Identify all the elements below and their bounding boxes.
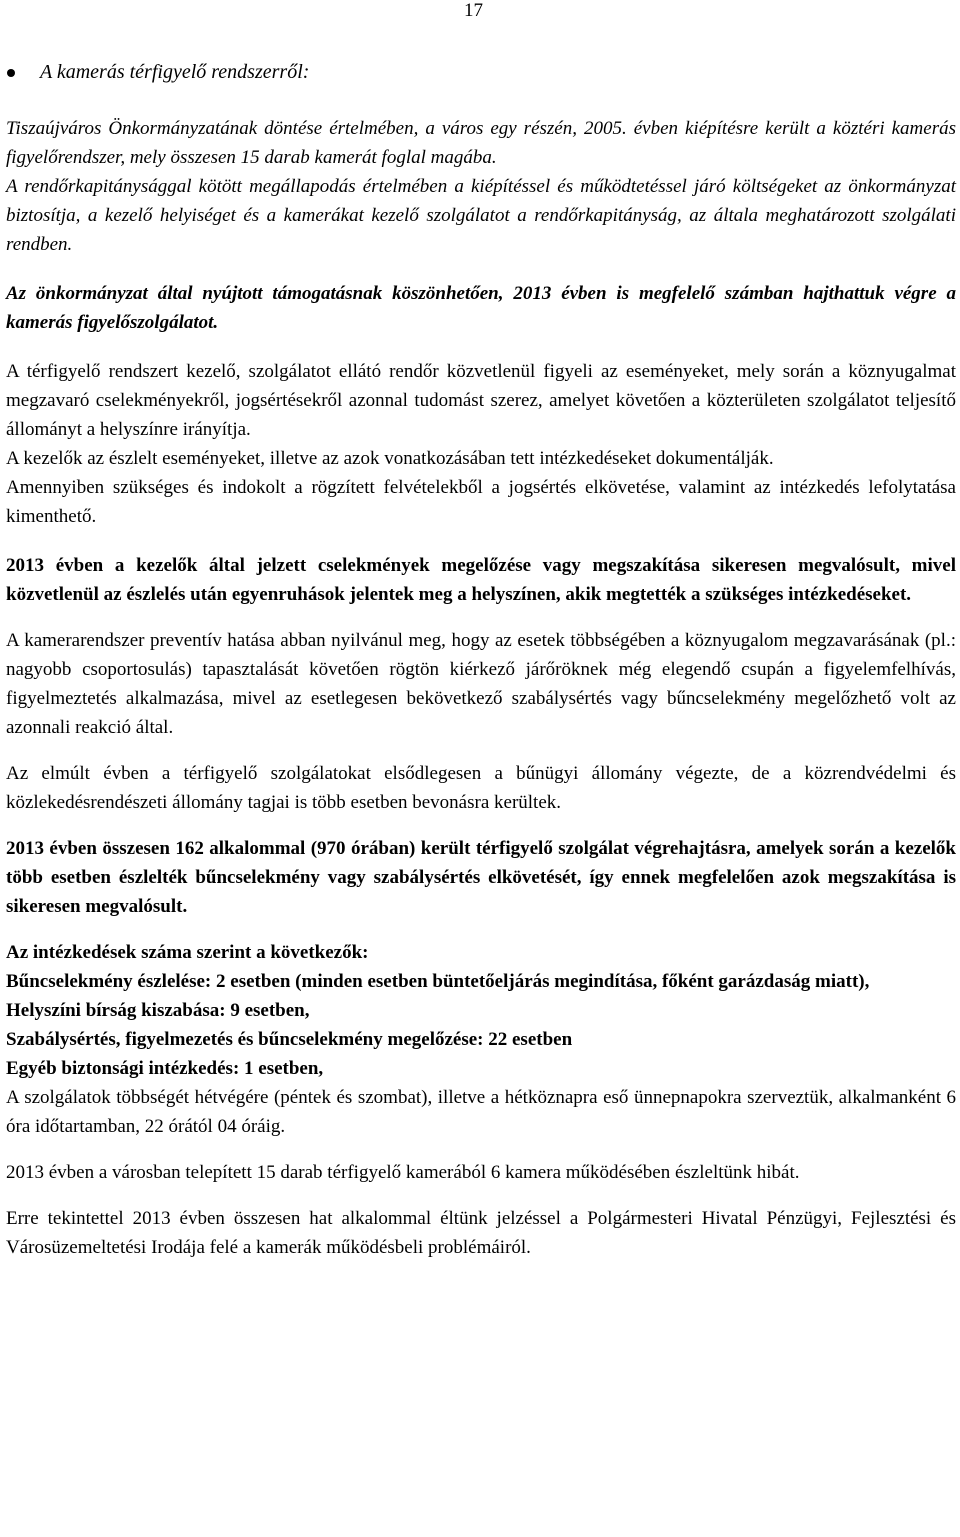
paragraph-preventive-effect: A kamerarendszer preventív hatása abban nyilvánul meg, hogy az esetek többségében a köznyugalom megzavarásának (pl.: nagyobb csoportosulás) tapasztalását követően rögtön kiérkező járőröknek még elegendő csupán a figyelemfelhívás, figyelmeztetés alkalmazása, mivel az esetlegesen bekövetkező szabálysértés vagy bűncselekmény megelőzhető volt az azonnali reakció által. [6,630,956,738]
measures-list-item: Egyéb biztonsági intézkedés: 1 esetben, [6,1058,324,1079]
paragraph-statistics: 2013 évben összesen 162 alkalommal (970 órában) került térfigyelő szolgálat végrehajtásra, amelyek során a kezelők több esetben észlelték bűncselekmény vagy szabálysértés elkövetését, így ennek megfelelően azok megszakítása is sikeresen megvalósult. [6,838,956,917]
page-number: 17 [464,0,483,21]
paragraph-staffing: Az elmúlt évben a térfigyelő szolgálatokat elsődlegesen a bűnügyi állomány végezte, de a közrendvédelmi és közlekedésrendészeti állomány tagjai is több esetben bevonásra kerültek. [6,763,956,813]
measures-list-item: Szabálysértés, figyelmezetés és bűncselekmény megelőzése: 22 esetben [6,1029,573,1050]
paragraph-recordings: Amennyiben szükséges és indokolt a rögzített felvételekből a jogsértés elkövetése, valamint az intézkedés lefolytatása kimenthető. [6,477,956,527]
paragraph-schedule: A szolgálatok többségét hétvégére (péntek és szombat), illetve a hétköznapra eső ünnepnapokra szerveztük, alkalmanként 6 óra időtartamban, 22 órától 04 óráig. [6,1087,956,1137]
paragraph-documentation: A kezelők az észlelt eseményeket, illetve az azok vonatkozásában tett intézkedéseket dokumentálják. [6,448,774,469]
measures-list [6,938,956,1083]
bullet-icon [7,69,15,77]
paragraph-operator-duties: A térfigyelő rendszert kezelő, szolgálatot ellátó rendőr közvetlenül figyeli az eseményeket, mely során a köznyugalmat megzavaró cselekményekről, jogsértésekről azonnal tudomást szerez, amelyet követően a közterületen szolgálatot teljesítő állományt a helyszínre irányítja. [6,361,956,440]
measures-list-title: Az intézkedések száma szerint a következők: [6,942,369,963]
paragraph-support: Az önkormányzat által nyújtott támogatásnak köszönhetően, 2013 évben is megfelelő számban hajthattuk végre a kamerás figyelőszolgálatot. [6,283,956,333]
measures-list-item: Bűncselekmény észlelése: 2 esetben (minden esetben büntetőeljárás megindítása, főként garázdaság miatt), [6,971,870,992]
paragraph-results: 2013 évben a kezelők által jelzett cselekmények megelőzése vagy megszakítása sikeresen megvalósult, mivel közvetlenül az észlelés után egyenruhások jelentek meg a helyszínen, akik megtették a szükséges intézkedéseket. [6,555,956,605]
document-body [6,114,956,1262]
paragraph-agreement: A rendőrkapitánysággal kötött megállapodás értelmében a kiépítéssel és működtetéssel járó költségeket az önkormányzat biztosítja, a kezelő helyiséget és a kamerákat kezelő szolgálatot a rendőrkapitányság, az általa meghatározott szolgálati rendben. [6,176,956,255]
paragraph-camera-faults: 2013 évben a városban telepített 15 darab térfigyelő kamerából 6 kamera működésében észleltünk hibát. [6,1162,800,1183]
measures-list-item: Helyszíni bírság kiszabása: 9 esetben, [6,1000,310,1021]
section-heading-text: A kamerás térfigyelő rendszerről: [40,61,310,83]
paragraph-reports: Erre tekintettel 2013 évben összesen hat alkalommal éltünk jelzéssel a Polgármesteri Hivatal Pénzügyi, Fejlesztési és Városüzemeltetési Irodája felé a kamerák működésbeli problémáiról. [6,1208,956,1258]
paragraph-intro: Tiszaújváros Önkormányzatának döntése értelmében, a város egy részén, 2005. évben kiépítésre került a köztéri kamerás figyelőrendszer, mely összesen 15 darab kamerát foglal magába. [6,118,956,168]
